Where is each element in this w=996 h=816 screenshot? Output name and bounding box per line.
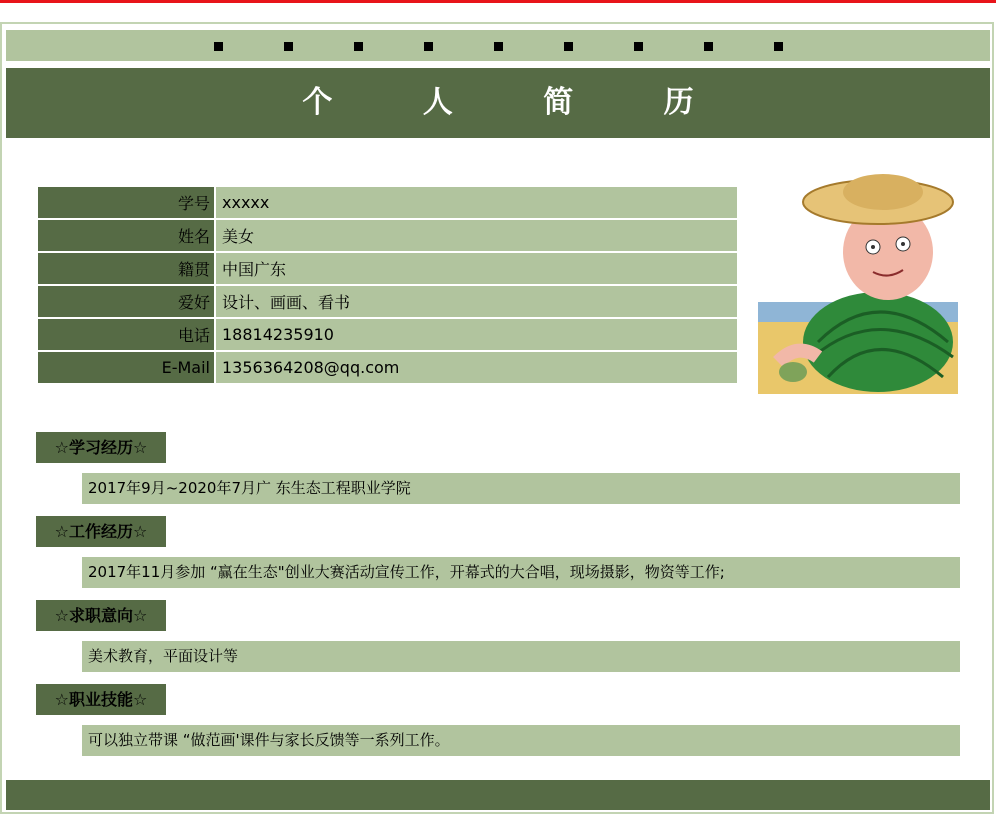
table-row bbox=[38, 352, 737, 383]
square-bullet-icon bbox=[424, 42, 433, 51]
info-label: 爱好 bbox=[38, 286, 214, 317]
section-heading-education: ☆学习经历☆ bbox=[36, 432, 166, 463]
portrait-illustration-icon bbox=[758, 172, 958, 394]
table-row bbox=[38, 253, 737, 284]
info-label: 电话 bbox=[38, 319, 214, 350]
info-label: E-Mail bbox=[38, 352, 214, 383]
info-value: 18814235910 bbox=[216, 319, 737, 350]
footer-bar bbox=[6, 780, 990, 810]
section-heading-job-intention: ☆求职意向☆ bbox=[36, 600, 166, 631]
top-red-line bbox=[0, 0, 996, 3]
section-heading-work: ☆工作经历☆ bbox=[36, 516, 166, 547]
square-bullet-icon bbox=[214, 42, 223, 51]
table-row bbox=[38, 319, 737, 350]
square-bullet-icon bbox=[284, 42, 293, 51]
section-content-education: 2017年9月~2020年7月广 东生态工程职业学院 bbox=[82, 473, 960, 504]
section-content-skills: 可以独立带课 “做范画'课件与家长反馈等一系列工作。 bbox=[82, 725, 960, 756]
profile-photo bbox=[758, 172, 958, 394]
info-value: 中国广东 bbox=[216, 253, 737, 284]
square-bullet-icon bbox=[494, 42, 503, 51]
info-value: 1356364208@qq.com bbox=[216, 352, 737, 383]
info-value: 美女 bbox=[216, 220, 737, 251]
square-bullet-icon bbox=[774, 42, 783, 51]
section-content-work: 2017年11月参加 “赢在生态"创业大赛活动宣传工作，开幕式的大合唱，现场摄影，物资等工作; bbox=[82, 557, 960, 588]
info-label: 学号 bbox=[38, 187, 214, 218]
square-bullet-icon bbox=[704, 42, 713, 51]
table-row bbox=[38, 286, 737, 317]
square-bullet-icon bbox=[354, 42, 363, 51]
info-label: 籍贯 bbox=[38, 253, 214, 284]
nav-dots-bar bbox=[6, 30, 990, 61]
table-row bbox=[38, 220, 737, 251]
section-content-job-intention: 美术教育，平面设计等 bbox=[82, 641, 960, 672]
square-bullet-icon bbox=[564, 42, 573, 51]
square-bullet-icon bbox=[634, 42, 643, 51]
personal-info-table bbox=[36, 185, 739, 385]
info-value: xxxxx bbox=[216, 187, 737, 218]
info-label: 姓名 bbox=[38, 220, 214, 251]
table-row bbox=[38, 187, 737, 218]
section-heading-skills: ☆职业技能☆ bbox=[36, 684, 166, 715]
page-title: 个 人 简 历 bbox=[6, 68, 990, 138]
info-value: 设计、画画、看书 bbox=[216, 286, 737, 317]
